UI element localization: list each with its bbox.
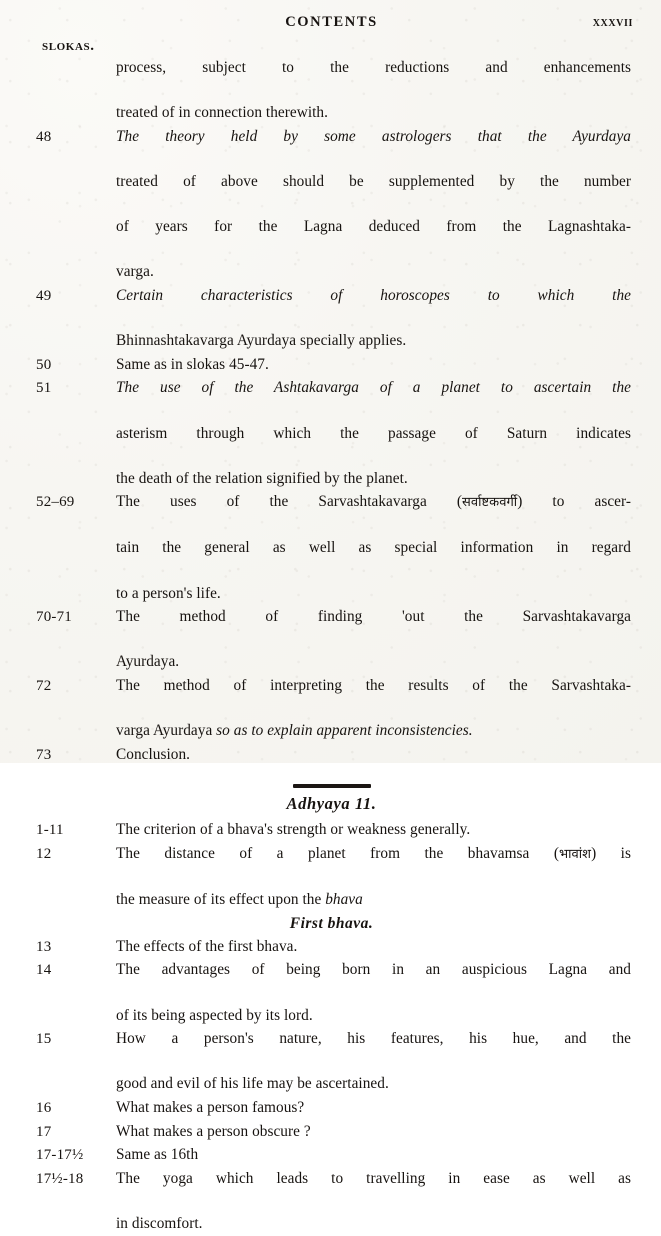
entry-line-text: good and evil of his life may be ascertained. <box>116 1075 389 1093</box>
entry-line-text-tail: ) to ascer- <box>517 493 631 511</box>
entry-line <box>116 606 631 651</box>
sloka-number: 13 <box>36 938 52 955</box>
section-heading-adhyaya-11: Adhyaya 11. <box>286 794 377 814</box>
divider-rule <box>293 784 371 788</box>
entry-line <box>116 102 631 125</box>
sloka-number: 17½-18 <box>36 1170 84 1187</box>
entry-description <box>116 354 635 377</box>
toc-entry <box>28 936 635 959</box>
toc-entry <box>28 1028 635 1096</box>
entry-line <box>116 261 631 284</box>
entry-line <box>116 1144 631 1167</box>
entry-line-text: Conclusion. <box>116 745 191 763</box>
entry-line <box>116 57 631 102</box>
entry-line-text: process, subject to the reductions and enhancements <box>116 59 631 76</box>
entry-line <box>116 1097 631 1120</box>
entry-line-text: Ayurdaya. <box>116 653 180 671</box>
entry-line-text: treated of above should be supplemented by the number <box>116 172 631 190</box>
sloka-number: 72 <box>36 678 52 695</box>
entry-line <box>116 651 631 674</box>
entry-description <box>116 744 635 767</box>
devanagari-term: सर्वाष्टकवर्गी <box>462 495 518 511</box>
entry-description <box>116 57 635 125</box>
table-of-contents <box>28 57 635 1236</box>
entry-line-text: The advantages of being born in an auspicious Lagna and <box>116 961 631 979</box>
entry-description <box>116 1028 635 1096</box>
toc-entry <box>28 959 635 1027</box>
entry-line <box>116 285 631 330</box>
sloka-number: 51 <box>36 380 52 397</box>
entry-line <box>116 583 631 606</box>
entry-description <box>116 1121 635 1144</box>
entry-line-text: The method of interpreting the results of the Sarvashtaka- <box>116 677 631 695</box>
entry-line-text: Same as in slokas 45-47. <box>116 355 269 373</box>
entry-line-text: varga. <box>116 263 154 281</box>
column-header-slokas: slokas. <box>42 38 95 54</box>
entry-description <box>116 285 635 353</box>
sloka-number: 48 <box>36 128 52 145</box>
entry-description <box>116 1168 635 1236</box>
entry-description <box>116 491 635 605</box>
entry-line-text: the measure of its effect upon the <box>116 891 326 909</box>
entry-line <box>116 1073 631 1096</box>
section-divider-ornament <box>28 775 635 787</box>
entry-line-text: of its being aspected by its lord. <box>116 1006 313 1024</box>
entry-line <box>116 744 631 767</box>
entry-line <box>116 959 631 1004</box>
entry-line <box>116 720 631 743</box>
sloka-number: 70-71 <box>36 609 72 626</box>
entry-line <box>116 216 631 261</box>
entry-line-text: of years for the Lagna deduced from the Lagnashtaka- <box>116 218 631 236</box>
entry-line-text: What makes a person famous? <box>116 1098 305 1116</box>
entry-description <box>116 936 635 959</box>
toc-entry <box>28 675 635 743</box>
running-head <box>28 14 635 36</box>
sloka-number: 49 <box>36 287 52 304</box>
entry-line <box>116 171 631 216</box>
entry-line <box>116 491 631 537</box>
entry-description <box>116 606 635 674</box>
devanagari-term: भावांश <box>558 847 592 862</box>
entry-line-text: the death of the relation signified by the planet. <box>116 469 408 487</box>
entry-line-text: to a person's life. <box>116 584 221 602</box>
sloka-number: 50 <box>36 356 52 373</box>
toc-entry <box>28 843 635 912</box>
page-title: CONTENTS <box>285 14 378 30</box>
sloka-number: 14 <box>36 962 52 979</box>
entry-line-text: What makes a person obscure ? <box>116 1122 311 1140</box>
entry-line <box>116 423 631 468</box>
entry-description <box>116 377 635 490</box>
entry-line-text: The method of finding 'out the Sarvashtakavarga <box>116 608 631 626</box>
entry-description <box>116 1144 635 1167</box>
entry-line <box>116 889 631 912</box>
toc-entry <box>28 354 635 377</box>
entry-line <box>116 468 631 491</box>
entry-line <box>116 1168 631 1213</box>
entry-line <box>116 1121 631 1144</box>
sloka-number: 1-11 <box>36 822 64 839</box>
entry-line <box>116 126 631 171</box>
toc-entry <box>28 1144 635 1167</box>
entry-line-text: How a person's nature, his features, his hue, and the <box>116 1030 631 1048</box>
entry-description <box>116 675 635 743</box>
entry-line-text: varga Ayurdaya <box>116 722 217 740</box>
toc-entry <box>28 57 635 125</box>
entry-line-text: The effects of the first bhava. <box>116 937 298 955</box>
toc-entry <box>28 1097 635 1120</box>
section-heading-first-bhava: First bhava. <box>289 914 374 932</box>
entry-line <box>116 936 631 959</box>
sloka-number: 17-17½ <box>36 1147 84 1164</box>
toc-entry <box>28 819 635 842</box>
entry-line-text: asterism through which the passage of Saturn indicates <box>116 424 631 442</box>
entry-line <box>116 675 631 720</box>
toc-entry <box>28 744 635 767</box>
entry-line-text: treated of in connection therewith. <box>116 104 328 122</box>
entry-line-text: The criterion of a bhava's strength or weakness generally. <box>116 821 471 839</box>
toc-entry <box>28 126 635 284</box>
entry-line <box>116 1028 631 1073</box>
entry-line-text: The theory held by some astrologers that the Ayurdaya <box>116 127 631 145</box>
entry-description <box>116 843 635 912</box>
entry-line <box>116 377 631 422</box>
sloka-number: 12 <box>36 846 52 862</box>
entry-line-text: in discomfort. <box>116 1214 203 1232</box>
entry-line <box>116 354 631 377</box>
entry-description <box>116 819 635 842</box>
entry-description <box>116 959 635 1027</box>
entry-line <box>116 1213 631 1236</box>
entry-line-italic-tail: bhava <box>325 891 363 909</box>
sloka-number: 52–69 <box>36 494 75 511</box>
sloka-number: 16 <box>36 1099 52 1116</box>
entry-line <box>116 537 631 582</box>
sloka-number: 17 <box>36 1123 52 1140</box>
sloka-number: 73 <box>36 746 52 763</box>
entry-line <box>116 819 631 842</box>
toc-entry <box>28 377 635 490</box>
sloka-number: 15 <box>36 1031 52 1048</box>
entry-line-text: The use of the Ashtakavarga of a planet to ascertain the <box>116 379 631 397</box>
entry-line-text: Same as 16th <box>116 1146 199 1164</box>
entry-line-text: The uses of the Sarvashtakavarga ( <box>116 493 463 511</box>
toc-entry <box>28 1168 635 1236</box>
entry-line-text: tain the general as well as special information in regard <box>116 539 631 557</box>
entry-line-text: The yoga which leads to travelling in ease as well as <box>116 1169 631 1187</box>
entry-line <box>116 330 631 353</box>
toc-entry <box>28 1121 635 1144</box>
entry-line <box>116 843 631 889</box>
entry-line <box>116 1005 631 1028</box>
entry-line-text: The distance of a planet from the bhavamsa ( <box>116 845 559 862</box>
folio-number: xxxvii <box>592 15 633 30</box>
entry-description <box>116 126 635 284</box>
entry-line-text: Certain characteristics of horoscopes to which the <box>116 286 631 304</box>
entry-line-italic-tail: so as to explain apparent inconsistencies. <box>216 722 473 740</box>
toc-entry <box>28 285 635 353</box>
toc-entry <box>28 491 635 605</box>
entry-description <box>116 1097 635 1120</box>
entry-line-text: Bhinnashtakavarga Ayurdaya specially applies. <box>116 332 407 350</box>
toc-entry <box>28 606 635 674</box>
entry-line-text-tail: ) is <box>591 845 631 862</box>
